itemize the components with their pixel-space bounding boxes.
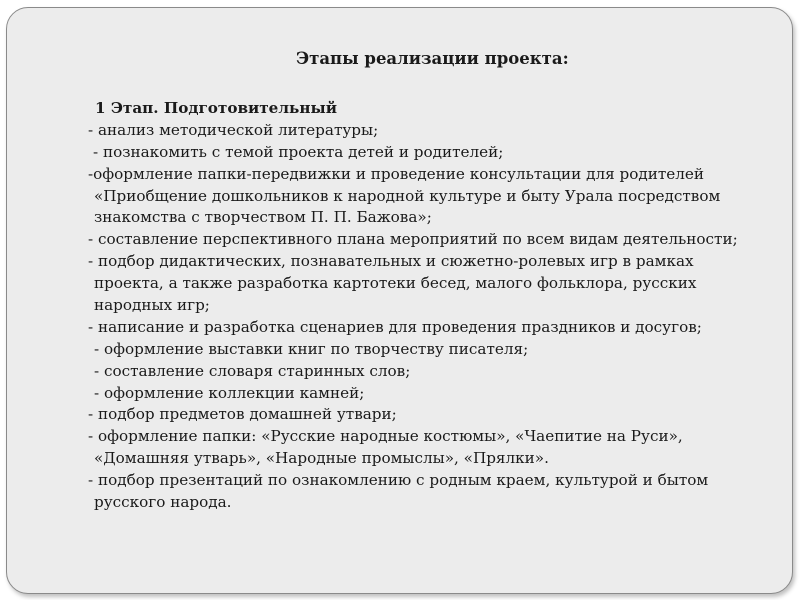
list-item-continuation: знакомства с творчеством П. П. Бажова»; [94,208,432,227]
list-item: - оформление папки: «Русские народные костюмы», «Чаепитие на Руси», [88,427,683,446]
list-item: - составление словаря старинных слов; [94,361,411,380]
list-item-continuation: «Приобщение дошкольников к народной культуре и быту Урала посредством [94,186,721,205]
stage-list [88,98,788,514]
list-item-continuation: проекта, а также разработка картотеки бесед, малого фольклора, русских [94,274,697,293]
list-item: - подбор дидактических, познавательных и сюжетно-ролевых игр в рамках [88,252,694,271]
list-item: - анализ методической литературы; [88,120,379,139]
list-item-continuation: народных игр; [94,296,210,315]
list-item: -оформление папки-передвижки и проведение консультации для родителей [88,164,705,183]
list-item: - познакомить с темой проекта детей и родителей; [93,142,504,161]
list-item: - подбор предметов домашней утвари; [88,405,397,424]
list-item: - подбор презентаций по ознакомлению с родным краем, культурой и бытом [88,471,709,490]
list-item-continuation: «Домашняя утварь», «Народные промыслы», «Прялки». [94,449,549,468]
list-item: - составление перспективного плана мероприятий по всем видам деятельности; [88,230,738,249]
list-item: - написание и разработка сценариев для проведения праздников и досугов; [88,317,702,336]
list-item: - оформление коллекции камней; [94,383,365,402]
list-item-continuation: русского народа. [94,493,232,512]
list-item: - оформление выставки книг по творчеству писателя; [94,339,529,358]
stage-heading: 1 Этап. Подготовительный [95,99,337,117]
slide-title: Этапы реализации проекта: [296,49,569,68]
